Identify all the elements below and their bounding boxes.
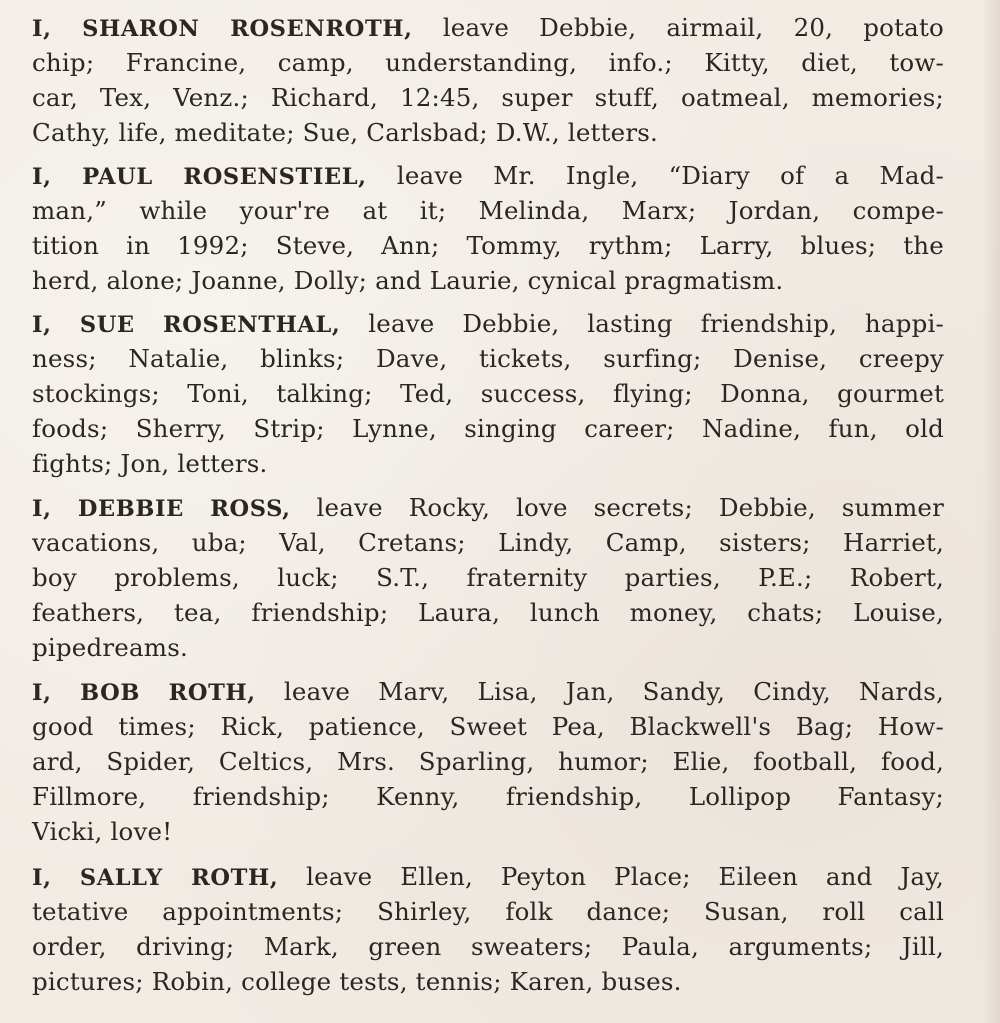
entry-line: ness; Natalie, blinks; Dave, tickets, surfing; Denise, creepy <box>32 344 944 373</box>
entry-line: tition in 1992; Steve, Ann; Tommy, rythm; Larry, blues; the <box>32 231 944 260</box>
entry-line <box>32 307 944 341</box>
student-name: I, PAUL ROSENSTIEL, <box>32 164 367 190</box>
entry-line <box>32 675 944 709</box>
entry-line: foods; Sherry, Strip; Lynne, singing career; Nadine, fun, old <box>32 414 944 443</box>
entry-line: ard, Spider, Celtics, Mrs. Sparling, humor; Elie, football, food, <box>32 747 944 776</box>
entry-text: leave Ellen, Peyton Place; Eileen and Jay, <box>278 862 944 891</box>
entry-line: order, driving; Mark, green sweaters; Paula, arguments; Jill, <box>32 932 944 961</box>
entry-line: Fillmore, friendship; Kenny, friendship, Lollipop Fantasy; <box>32 782 944 811</box>
entry-line: chip; Francine, camp, understanding, info.; Kitty, diet, tow- <box>32 48 944 77</box>
entry-line: vacations, uba; Val, Cretans; Lindy, Camp, sisters; Harriet, <box>32 528 944 557</box>
student-name: I, DEBBIE ROSS, <box>32 496 291 522</box>
entry-text: leave Mr. Ingle, “Diary of a Mad- <box>366 161 944 190</box>
entry-line: pipedreams. <box>32 633 188 662</box>
student-name: I, SHARON ROSENROTH, <box>32 16 413 42</box>
entry-line: fights; Jon, letters. <box>32 449 268 478</box>
entry-line: feathers, tea, friendship; Laura, lunch money, chats; Louise, <box>32 598 944 627</box>
entry-line: herd, alone; Joanne, Dolly; and Laurie, cynical pragmatism. <box>32 266 784 295</box>
entry-line: good times; Rick, patience, Sweet Pea, Blackwell's Bag; How- <box>32 712 944 741</box>
entry-text: leave Rocky, love secrets; Debbie, summer <box>290 493 944 522</box>
entry-line <box>32 860 944 894</box>
student-name: I, SALLY ROTH, <box>32 865 279 891</box>
entry-line <box>32 491 944 525</box>
entry-line: Vicki, love! <box>32 817 173 846</box>
student-name: I, BOB ROTH, <box>32 680 256 706</box>
page-edge-shadow <box>982 0 1000 1023</box>
entry-line: tetative appointments; Shirley, folk dance; Susan, roll call <box>32 897 944 926</box>
entry-line: boy problems, luck; S.T., fraternity parties, P.E.; Robert, <box>32 563 944 592</box>
entry-text: leave Debbie, lasting friendship, happi- <box>340 309 944 338</box>
entry-line: man,” while your're at it; Melinda, Marx; Jordan, compe- <box>32 196 944 225</box>
entry-line: car, Tex, Venz.; Richard, 12:45, super stuff, oatmeal, memories; <box>32 83 944 112</box>
entry-line <box>32 159 944 193</box>
entry-text: leave Marv, Lisa, Jan, Sandy, Cindy, Nards, <box>255 677 944 706</box>
student-name: I, SUE ROSENTHAL, <box>32 312 341 338</box>
entry-line: stockings; Toni, talking; Ted, success, flying; Donna, gourmet <box>32 379 944 408</box>
entry-line: pictures; Robin, college tests, tennis; Karen, buses. <box>32 967 682 996</box>
entry-line: Cathy, life, meditate; Sue, Carlsbad; D.W., letters. <box>32 118 658 147</box>
entry-text: leave Debbie, airmail, 20, potato <box>412 13 944 42</box>
entry-line <box>32 11 944 45</box>
